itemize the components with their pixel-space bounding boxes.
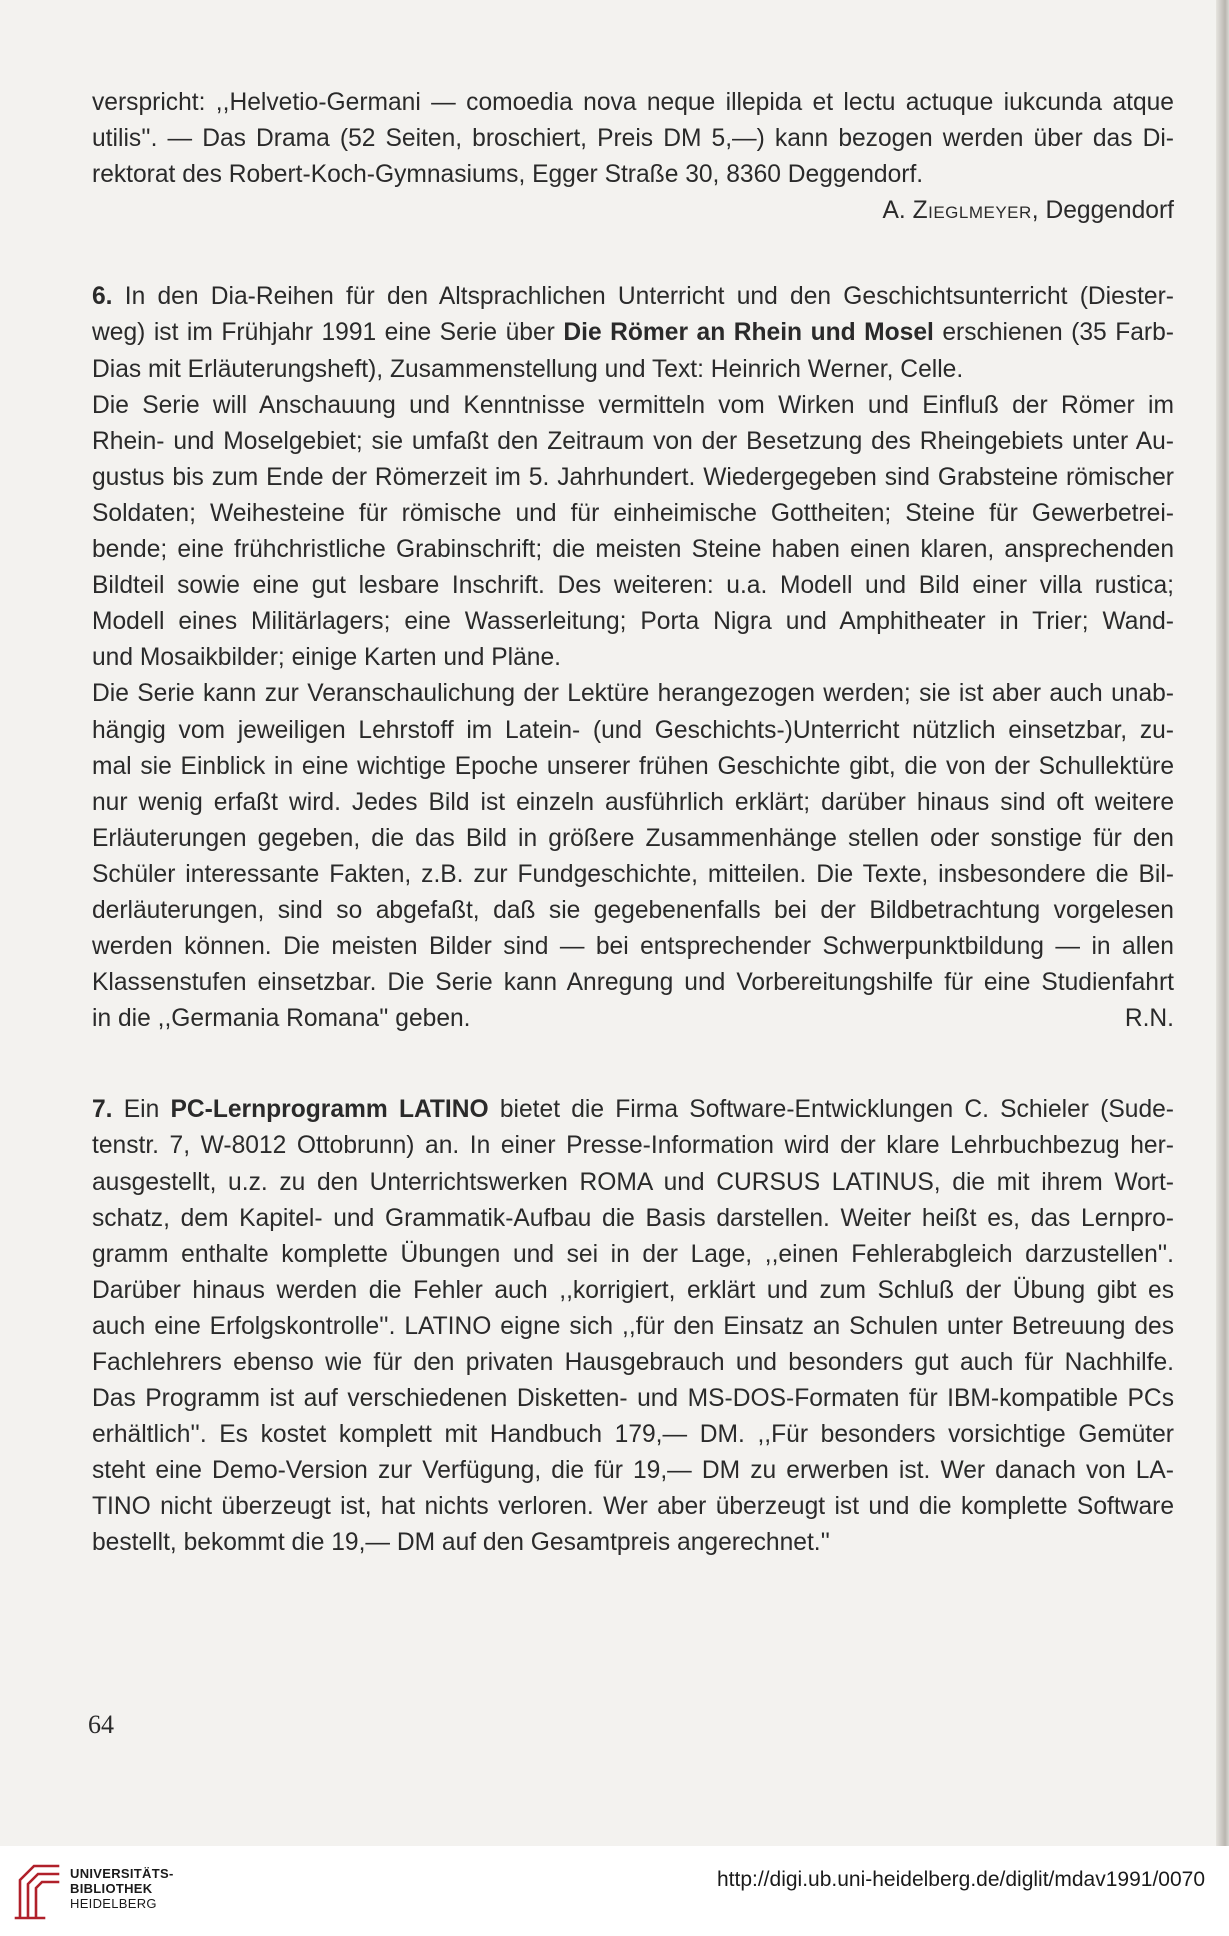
source-url-link[interactable]: http://digi.ub.uni-heidelberg.de/diglit/mdav1991/0070 xyxy=(716,1868,1205,1891)
page-edge xyxy=(1216,0,1229,1846)
text-line: Rhein- und Moselgebiet; sie umfaßt den Zeitraum von der Besetzung des Rheingebiets unter Au- xyxy=(92,427,1174,455)
text-line: Darüber hinaus werden die Fehler auch ,,korrigiert, erklärt und zum Schluß der Übung gibt es xyxy=(92,1276,1174,1304)
text-line: Die Serie kann zur Veranschaulichung der Lektüre herangezogen werden; sie ist aber auch unab- xyxy=(92,680,1174,708)
section-signature: R.N. xyxy=(1124,1005,1174,1033)
logo-line: BIBLIOTHEK xyxy=(70,1881,153,1896)
section-number: 7. xyxy=(92,1096,113,1124)
text-line: steht eine Demo-Version zur Verfügung, die für 19,— DM zu erwerben ist. Wer danach von LA- xyxy=(92,1457,1174,1485)
text-fragment: In den Dia-Reihen für den Altsprachlichen Unterricht und den Geschichtsunterricht (Diester- xyxy=(112,283,1174,311)
text-line: Soldaten; Weihesteine für römische und für einheimische Gottheiten; Steine für Gewerbetrei- xyxy=(92,499,1174,527)
text-line: Das Programm ist auf verschiedenen Disketten- und MS-DOS-Formaten für IBM-kompatible PCs xyxy=(92,1385,1174,1413)
logo-line: UNIVERSITÄTS- xyxy=(70,1866,174,1881)
text-line: nur wenig erfaßt wird. Jedes Bild ist einzeln ausführlich erklärt; darüber hinaus sind oft weitere xyxy=(92,788,1174,816)
text-line: bende; eine frühchristliche Grabinschrift; die meisten Steine haben einen klaren, ansprechenden xyxy=(92,536,1174,564)
section-7-first-line xyxy=(92,1092,1174,1128)
page-number: 64 xyxy=(88,1710,114,1739)
text-line: TINO nicht überzeugt ist, hat nichts verloren. Wer aber überzeugt ist und die komplette Software xyxy=(92,1493,1174,1521)
text-line: in die ,,Germania Romana'' geben. xyxy=(92,1005,471,1033)
section-6-title-line xyxy=(92,315,1174,351)
program-title: PC-Lernprogramm LATINO xyxy=(170,1096,489,1124)
text-line: verspricht: ,,Helvetio-Germani — comoedia nova neque illepida et lectu actuque iukcunda atque xyxy=(92,89,1174,116)
text-fragment: weg) ist im Frühjahr 1991 eine Serie über xyxy=(92,319,564,347)
text-fragment: Ein xyxy=(112,1096,171,1124)
series-title: Die Römer an Rhein und Mosel xyxy=(563,319,934,347)
author-initial: A. xyxy=(882,197,913,225)
text-line: bestellt, bekommt die 19,— DM auf den Gesamtpreis angerechnet.'' xyxy=(92,1529,831,1557)
text-line: gustus bis zum Ende der Römerzeit im 5. Jahrhundert. Wiedergegeben sind Grabsteine römischer xyxy=(92,463,1174,491)
section-6-last-line xyxy=(92,1001,1174,1037)
section-number: 6. xyxy=(92,283,113,311)
text-line: mal sie Einblick in eine wichtige Epoche unserer frühen Geschichte gibt, die von der Schullektüre xyxy=(92,752,1174,780)
logo-line: HEIDELBERG xyxy=(70,1896,157,1911)
section-6-first-line xyxy=(92,279,1174,315)
text-line: Bildteil sowie eine gut lesbare Inschrift. Des weiteren: u.a. Modell und Bild einer villa rustica; xyxy=(92,572,1174,600)
text-line: Dias mit Erläuterungsheft), Zusammenstellung und Text: Heinrich Werner, Celle. xyxy=(92,355,964,383)
digitization-footer xyxy=(0,1846,1229,1936)
author-name: Zieglmeyer xyxy=(912,197,1032,225)
text-fragment: erschienen (35 Farb- xyxy=(933,319,1174,347)
text-line: Fachlehrers ebenso wie für den privaten Hausgebrauch und besonders gut auch für Nachhilfe. xyxy=(92,1349,1174,1376)
text-line: utilis''. — Das Drama (52 Seiten, broschiert, Preis DM 5,—) kann bezogen werden über das Di- xyxy=(92,125,1174,153)
text-line: rektorat des Robert-Koch-Gymnasiums, Egger Straße 30, 8360 Deggendorf. xyxy=(92,161,924,189)
text-line: erhältlich''. Es kostet komplett mit Handbuch 179,— DM. ,,Für besonders vorsichtige Gemüter xyxy=(92,1421,1174,1449)
library-logo-icon xyxy=(14,1858,62,1920)
text-fragment: bietet die Firma Software-Entwicklungen C. Schieler (Sude- xyxy=(488,1096,1174,1124)
text-line: ausgestellt, u.z. zu den Unterrichtswerken ROMA und CURSUS LATINUS, die mit ihrem Wort- xyxy=(92,1168,1174,1196)
text-line: tenstr. 7, W-8012 Ottobrunn) an. In einer Presse-Information wird der klare Lehrbuchbezug her- xyxy=(92,1132,1174,1160)
text-line: schatz, dem Kapitel- und Grammatik-Aufbau die Basis darstellen. Weiter heißt es, das Lernpro- xyxy=(92,1204,1174,1232)
text-line: derläuterungen, sind so abgefaßt, daß sie gegebenenfalls bei der Bildbetrachtung vorgelesen xyxy=(92,896,1174,924)
text-line: Erläuterungen gegeben, die das Bild in größere Zusammenhänge stellen oder sonstige für den xyxy=(92,824,1174,852)
text-line: Klassenstufen einsetzbar. Die Serie kann Anregung und Vorbereitungshilfe für eine Studienfahrt xyxy=(92,969,1174,997)
library-logo-text xyxy=(70,1866,174,1911)
author-place: , Deggendorf xyxy=(1031,197,1174,225)
text-line: gramm enthalte komplette Übungen und sei in der Lage, ,,einen Fehlerabgleich darzustellen''. xyxy=(92,1240,1174,1268)
text-line: werden können. Die meisten Bilder sind — bei entsprechender Schwerpunktbildung — in allen xyxy=(92,933,1174,961)
text-line: hängig vom jeweiligen Lehrstoff im Latein- (und Geschichts-)Unterricht nützlich einsetzbar, zu- xyxy=(92,716,1174,744)
page-body xyxy=(92,85,1174,1562)
author-signature xyxy=(92,193,1174,229)
text-line: auch eine Erfolgskontrolle''. LATINO eigne sich ,,für den Einsatz an Schulen unter Betreuung des xyxy=(92,1312,1174,1340)
text-line: Schüler interessante Fakten, z.B. zur Fundgeschichte, mitteilen. Die Texte, insbesondere die Bil- xyxy=(92,860,1174,888)
text-line: und Mosaikbilder; einige Karten und Pläne. xyxy=(92,644,561,672)
text-line: Die Serie will Anschauung und Kenntnisse vermitteln vom Wirken und Einfluß der Römer im xyxy=(92,391,1174,419)
text-line: Modell eines Militärlagers; eine Wasserleitung; Porta Nigra und Amphitheater in Trier; Wand- xyxy=(92,608,1174,636)
